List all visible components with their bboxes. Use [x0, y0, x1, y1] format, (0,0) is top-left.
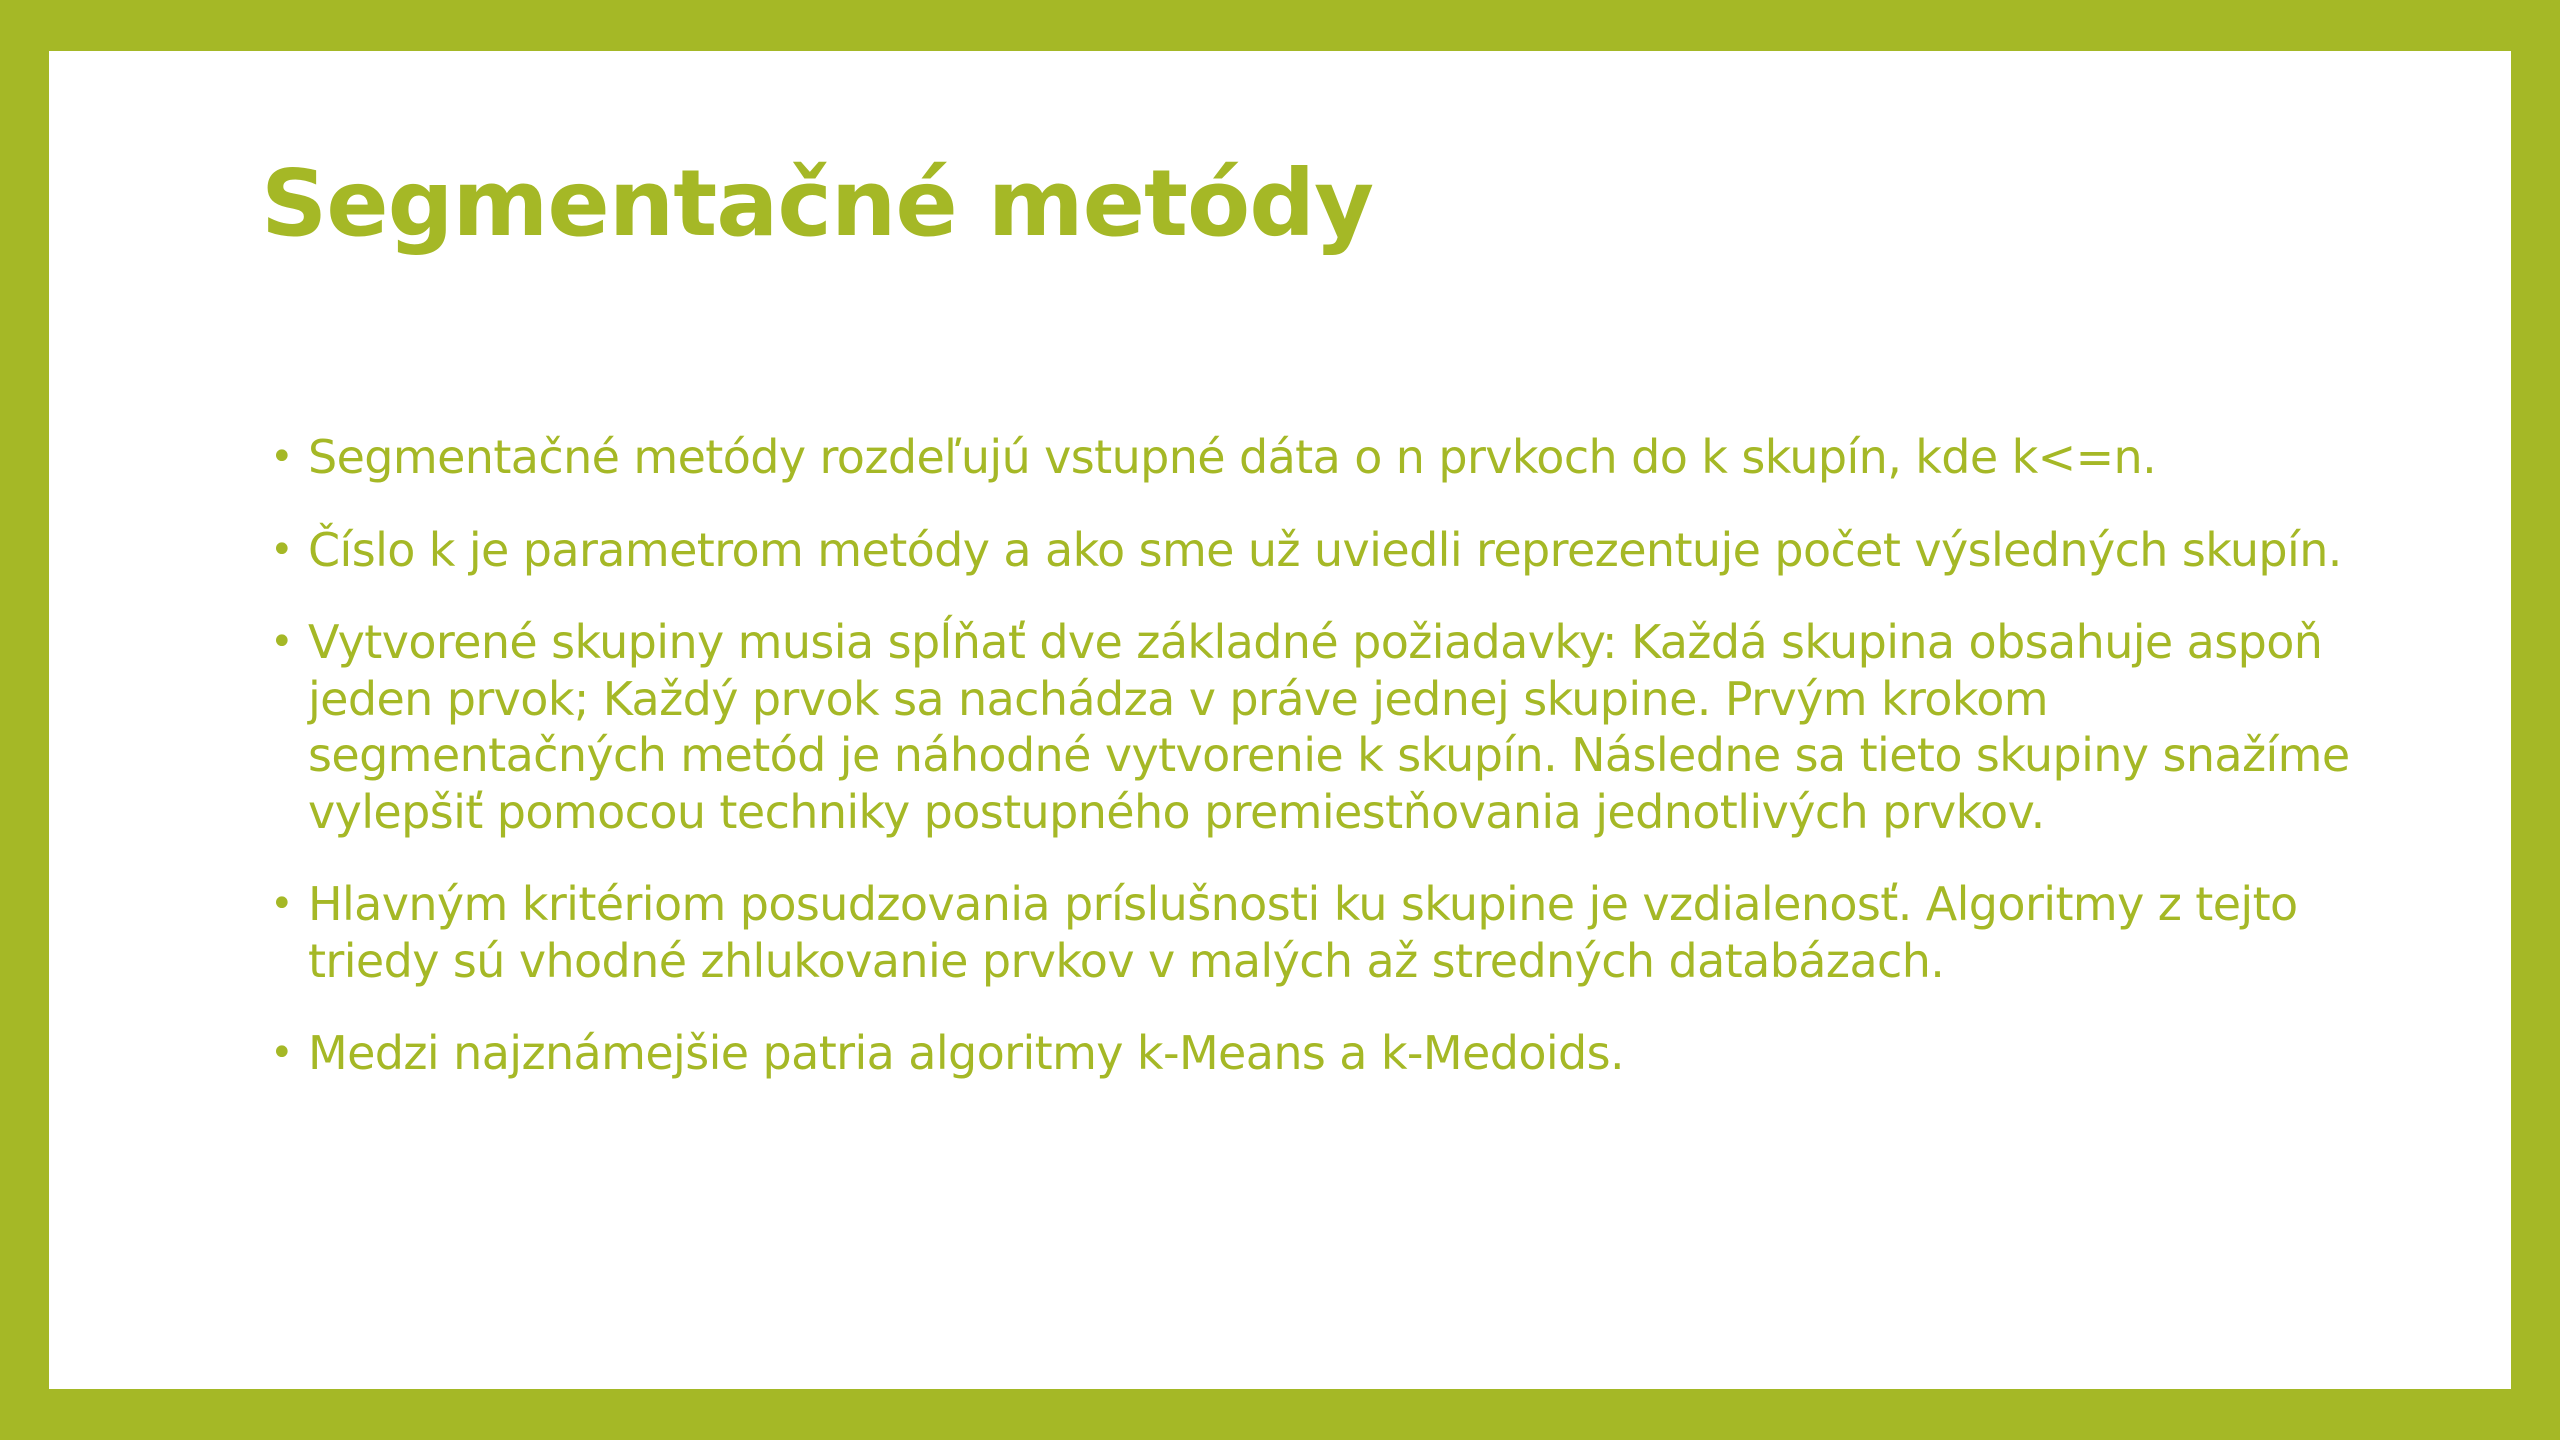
bullet-item: [270, 876, 2350, 989]
bullet-marker: •: [270, 1030, 293, 1076]
slide-title: Segmentačné metódy: [261, 150, 1374, 257]
bullet-text: Medzi najznámejšie patria algoritmy k-Means a k-Medoids.: [308, 1026, 1625, 1080]
bullet-item: [270, 614, 2350, 840]
bullet-text: Segmentačné metódy rozdeľujú vstupné dáta o n prvkoch do k skupín, kde k<=n.: [308, 430, 2157, 484]
bullet-marker: •: [270, 881, 293, 927]
slide: [49, 51, 2511, 1389]
bullet-marker: •: [270, 434, 293, 480]
bullet-marker: •: [270, 526, 293, 573]
bullet-marker: •: [270, 619, 293, 665]
bullet-text: Hlavným kritériom posudzovania príslušnosti ku skupine je vzdialenosť. Algoritmy z tejto triedy sú vhodné zhlukovanie prvkov v malých až stredných databázach.: [308, 877, 2298, 988]
bullet-text: Vytvorené skupiny musia spĺňať dve základné požiadavky: Každá skupina obsahuje aspoň jeden prvok; Každý prvok sa nachádza v práve jednej skupine. Prvým krokom segmentačných metód je náhodné vytvorenie k skupín. Následne sa tieto skupiny snažíme vylepšiť pomocou techniky postupného premiestňovania jednotlivých prvkov.: [308, 615, 2350, 839]
bullet-list: [270, 429, 2350, 1118]
bullet-item: [270, 522, 2350, 579]
bullet-text: Číslo k je parametrom metódy a ako sme už uviedli reprezentuje počet výsledných skupín.: [308, 522, 2342, 577]
bullet-item: [270, 1025, 2350, 1082]
bullet-item: [270, 429, 2350, 486]
